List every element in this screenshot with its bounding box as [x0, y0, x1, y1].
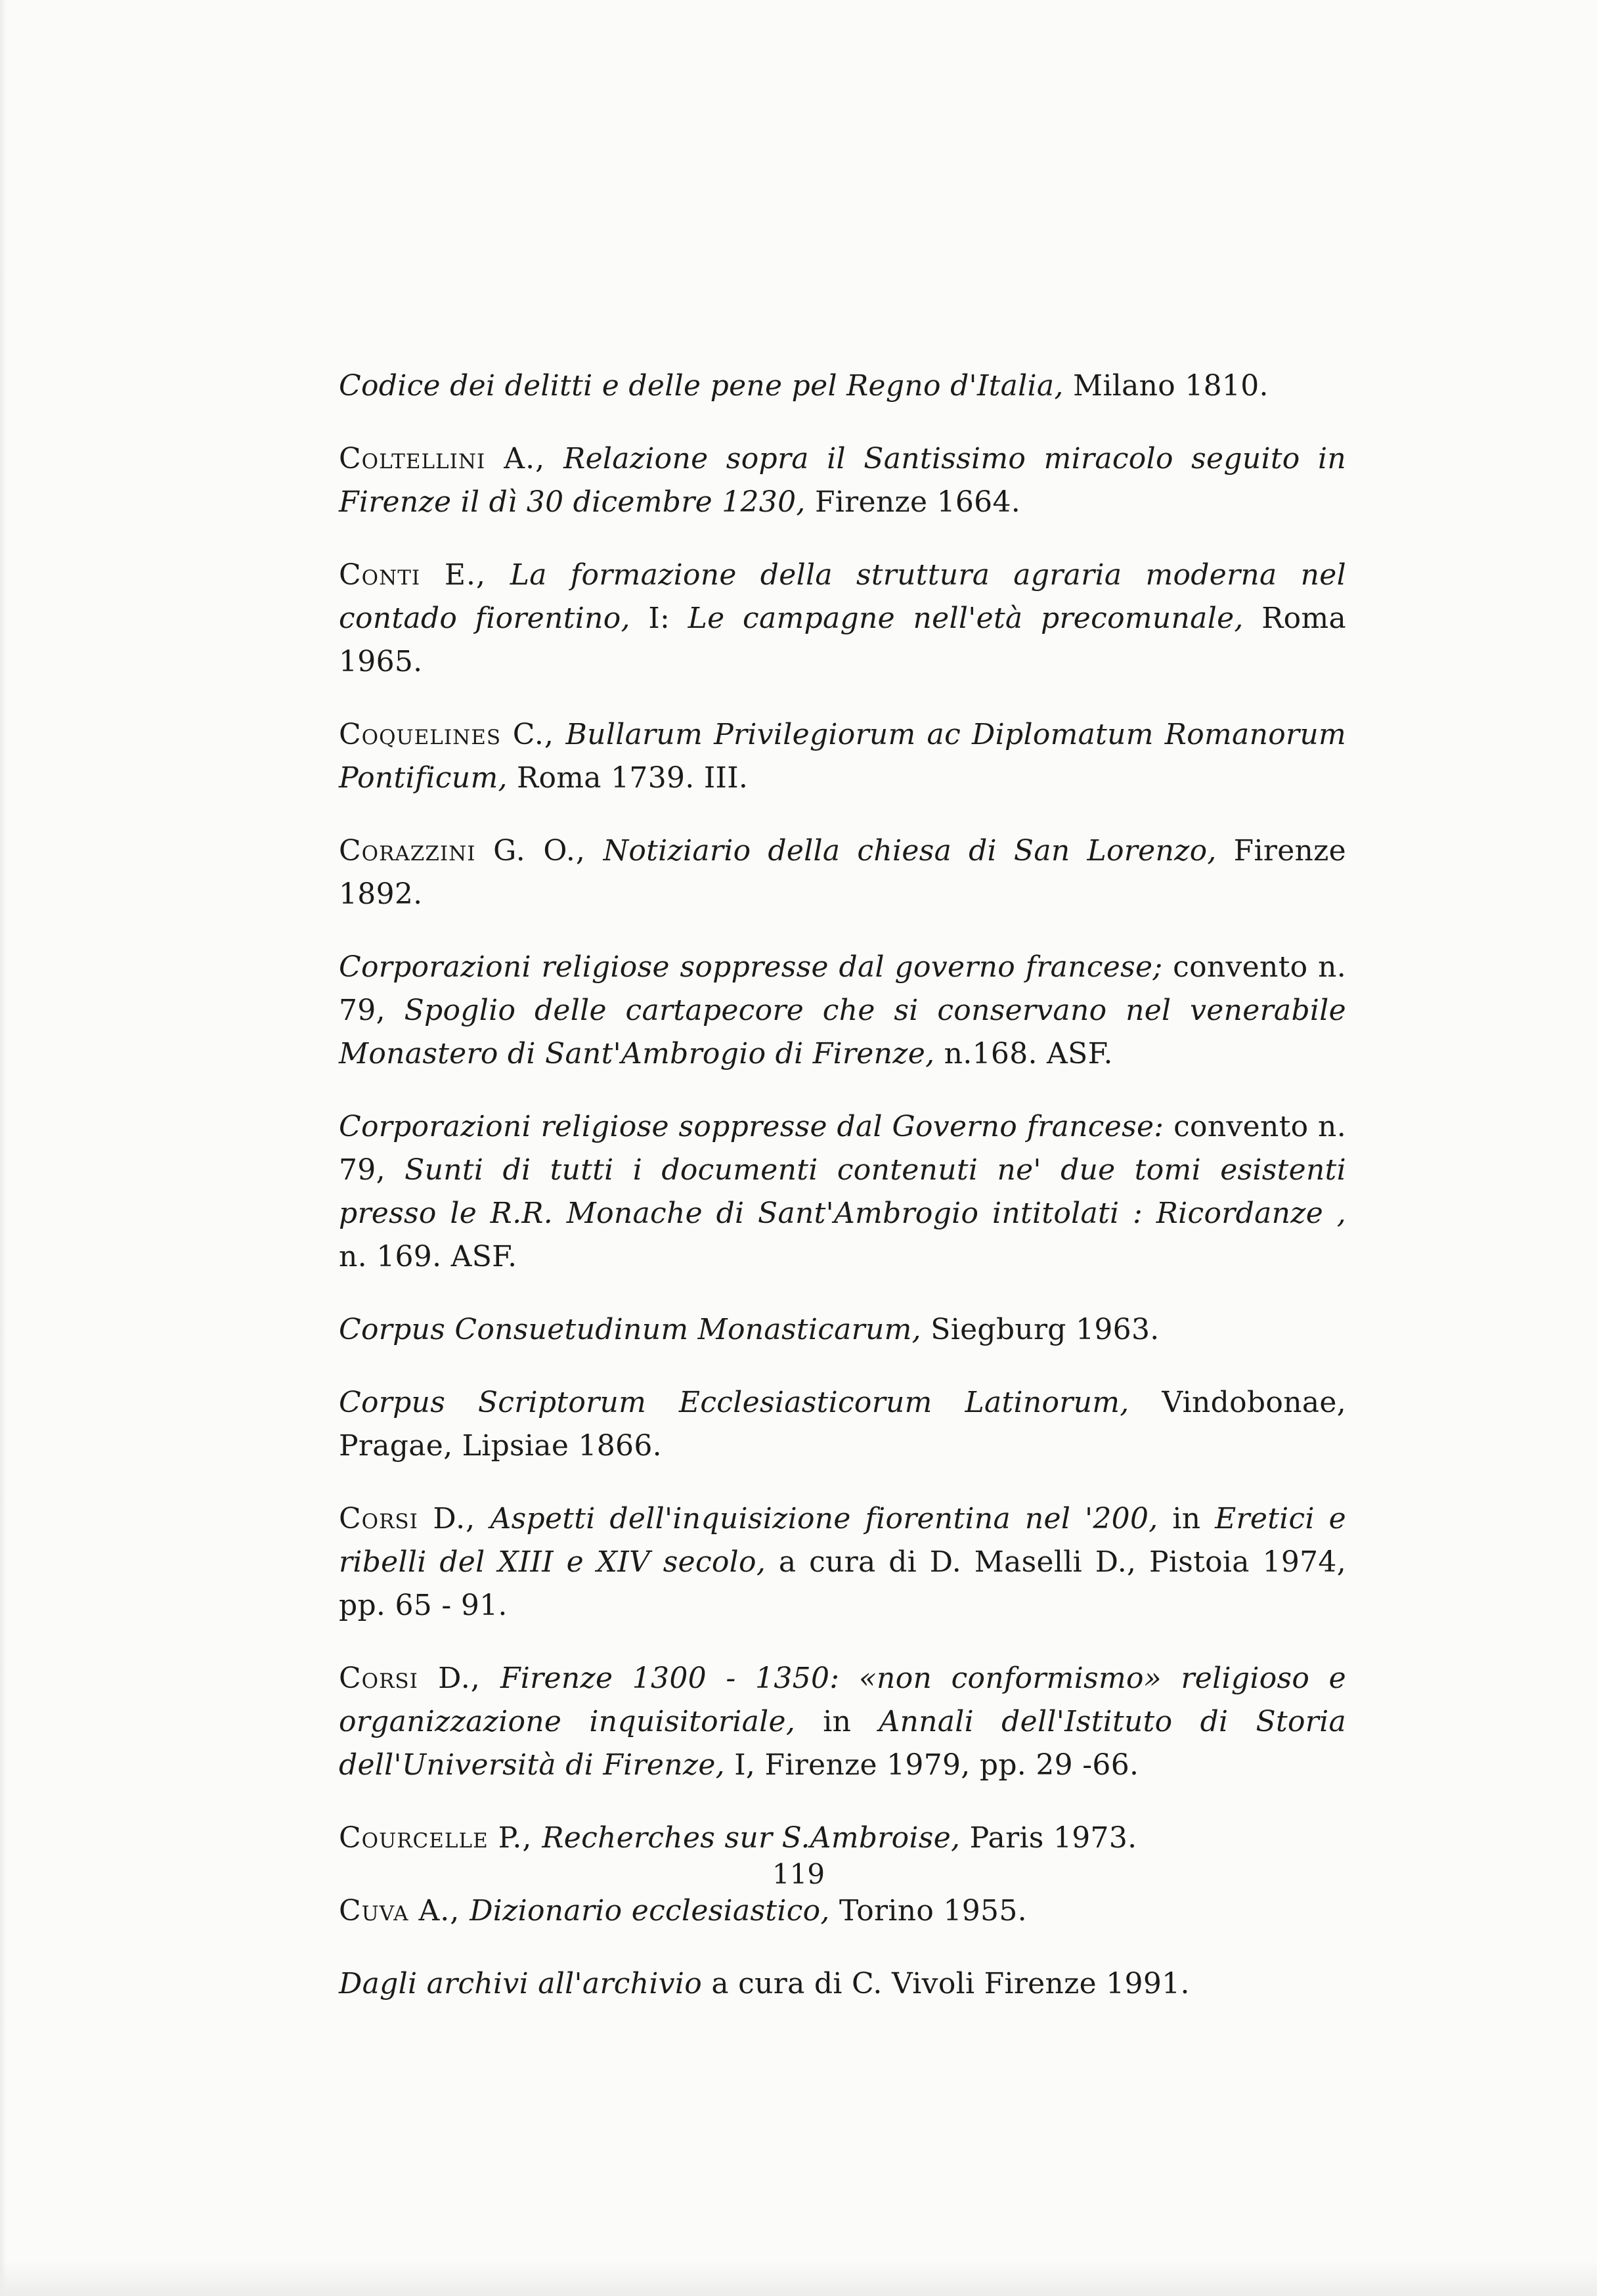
entry-title: La formazione della struttura agraria moderna nel contado fiorentino, — [339, 558, 1346, 635]
bibliography-entry — [339, 437, 1346, 524]
bibliography-entry — [339, 1962, 1346, 2006]
entry-title: Dagli archivi all'archivio — [339, 1967, 703, 2000]
bibliography-list — [339, 364, 1346, 2035]
bibliography-entry — [339, 1308, 1346, 1352]
entry-subtitle: Sunti di tutti i documenti contenuti ne' due tomi esistenti presso le R.R. Monache di Sant'Ambrogio intitolati : Ricordanze , — [339, 1153, 1346, 1230]
entry-publication-end: I, Firenze 1979, pp. 29 -66. — [724, 1748, 1139, 1782]
entry-publication-end: n.168. ASF. — [934, 1037, 1113, 1071]
bibliography-entry — [339, 713, 1346, 800]
entry-title: Corpus Consuetudinum Monasticarum, — [339, 1313, 921, 1346]
entry-publication-end: n. 169. ASF. — [339, 1240, 517, 1273]
entry-publication: a cura di C. Vivoli Firenze 1991. — [702, 1967, 1190, 2000]
entry-title: Corporazioni religiose soppresse dal governo francese; — [339, 950, 1163, 984]
bibliography-entry — [339, 1381, 1346, 1468]
entry-publication-end: a cura di D. Maselli D., Pistoia 1974, pp. 65 - 91. — [339, 1545, 1346, 1622]
entry-author: Cuva A., — [339, 1894, 470, 1928]
entry-title: Bullarum Privilegiorum ac Diplomatum Romanorum Pontificum, — [339, 718, 1346, 795]
page-number: 119 — [772, 1858, 825, 1890]
entry-publication: convento n. 79, — [339, 950, 1346, 1027]
entry-publication: Roma 1739. III. — [507, 761, 749, 795]
entry-publication: I: — [630, 602, 688, 635]
entry-title: Relazione sopra il Santissimo miracolo seguito in Firenze il dì 30 dicembre 1230, — [339, 442, 1346, 519]
entry-title: Aspetti dell'inquisizione fiorentina nel '200, — [490, 1502, 1158, 1535]
bibliography-entry — [339, 1105, 1346, 1279]
entry-publication: Firenze 1892. — [339, 834, 1346, 911]
bibliography-entry — [339, 829, 1346, 916]
entry-author: Coltellini A., — [339, 442, 564, 475]
entry-publication: Torino 1955. — [829, 1894, 1027, 1928]
entry-title: Notiziario della chiesa di San Lorenzo, — [603, 834, 1217, 868]
bibliography-entry — [339, 946, 1346, 1076]
entry-subtitle: Spoglio delle cartapecore che si conservano nel venerabile Monastero di Sant'Ambrogio di Firenze, — [339, 994, 1346, 1071]
bibliography-entry — [339, 1657, 1346, 1787]
entry-title: Codice dei delitti e delle pene pel Regno d'Italia, — [339, 369, 1064, 403]
entry-author: Corsi D., — [339, 1502, 491, 1535]
entry-subtitle: Le campagne nell'età precomunale, — [688, 602, 1244, 635]
entry-publication: in — [1158, 1502, 1215, 1535]
scan-bottom-edge-shadow — [0, 2261, 1597, 2296]
entry-title: Dizionario ecclesiastico, — [470, 1894, 830, 1928]
entry-author: Corazzini G. O., — [339, 834, 603, 868]
entry-publication-end: Roma 1965. — [339, 602, 1347, 678]
entry-author: Coquelines C., — [339, 718, 566, 751]
entry-publication: in — [795, 1705, 879, 1738]
entry-publication: Vindobonae, Pragae, Lipsiae 1866. — [339, 1386, 1346, 1463]
entry-publication: Firenze 1664. — [805, 485, 1021, 519]
entry-publication: Milano 1810. — [1063, 369, 1269, 403]
entry-author: Courcelle P., — [339, 1821, 542, 1855]
entry-publication: Siegburg 1963. — [921, 1313, 1160, 1346]
entry-publication: Paris 1973. — [960, 1821, 1137, 1855]
entry-author: Conti E., — [339, 558, 510, 592]
bibliography-entry — [339, 1497, 1346, 1627]
bibliography-entry — [339, 1817, 1346, 1860]
entry-title: Firenze 1300 - 1350: «non conformismo» religioso e organizzazione inquisitoriale, — [339, 1662, 1346, 1738]
entry-author: Corsi D., — [339, 1662, 500, 1695]
entry-title: Recherches sur S.Ambroise, — [542, 1821, 961, 1855]
entry-subtitle: Eretici e ribelli del XIII e XIV secolo, — [339, 1502, 1346, 1579]
entry-publication: convento n. 79, — [339, 1110, 1346, 1187]
scan-left-edge-shadow — [0, 0, 7, 2296]
entry-title: Corpus Scriptorum Ecclesiasticorum Latinorum, — [339, 1386, 1129, 1419]
bibliography-entry — [339, 364, 1346, 408]
bibliography-entry — [339, 1889, 1346, 1933]
entry-subtitle: Annali dell'Istituto di Storia dell'Università di Firenze, — [339, 1705, 1346, 1782]
entry-title: Corporazioni religiose soppresse dal Governo francese: — [339, 1110, 1164, 1143]
bibliography-entry — [339, 554, 1346, 684]
